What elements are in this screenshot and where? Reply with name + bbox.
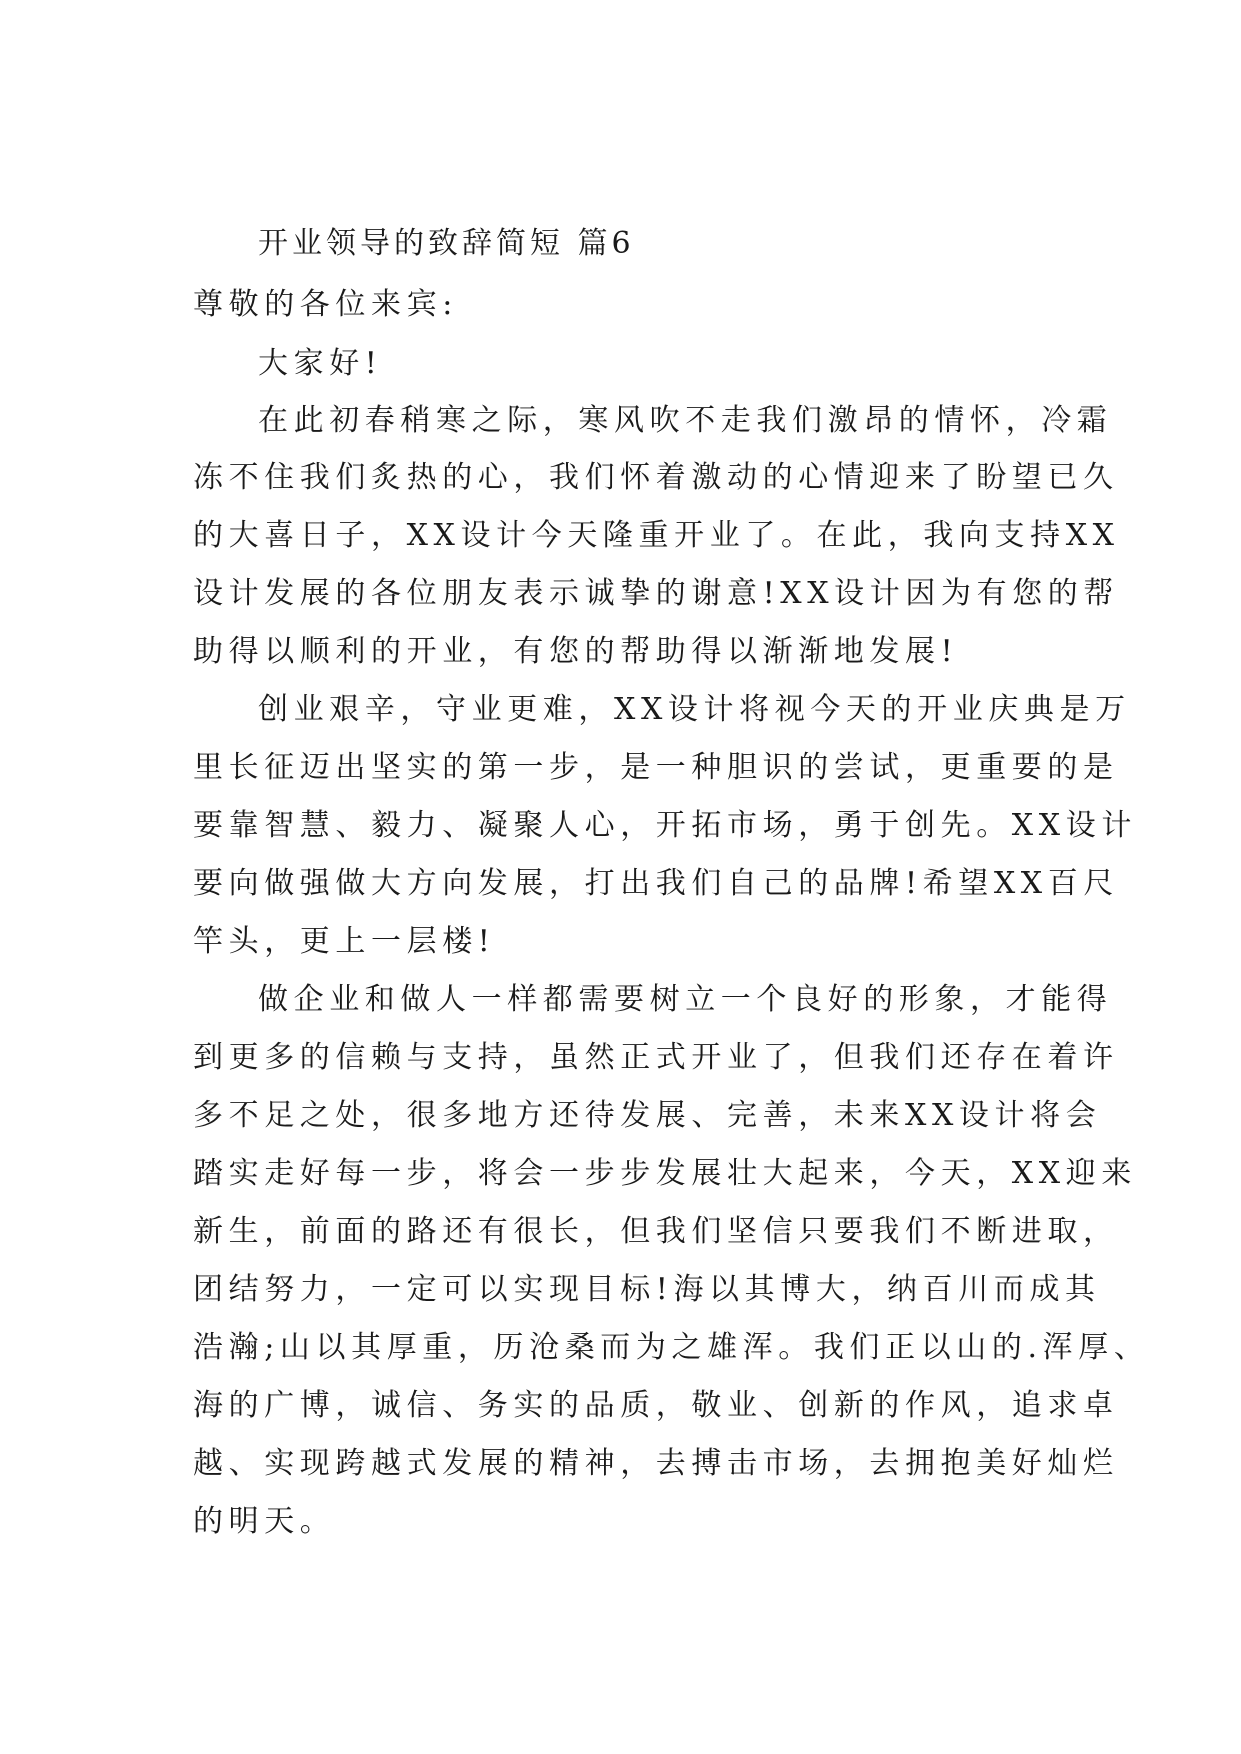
- document-title: 开业领导的致辞简短 篇6: [258, 226, 635, 261]
- salutation: 尊敬的各位来宾:: [193, 287, 458, 322]
- paragraph-3-line-2: 到更多的信赖与支持，虽然正式开业了，但我们还存在着许: [193, 1040, 1119, 1075]
- paragraph-3-line-7: 浩瀚;山以其厚重，历沧桑而为之雄浑。我们正以山的.浑厚、: [193, 1330, 1150, 1365]
- paragraph-1-line-5: 助得以顺利的开业，有您的帮助得以渐渐地发展!: [193, 634, 959, 669]
- paragraph-3-line-10: 的明天。: [193, 1504, 336, 1539]
- paragraph-1-line-2: 冻不住我们炙热的心，我们怀着激动的心情迎来了盼望已久: [193, 460, 1119, 495]
- paragraph-2-line-3: 要靠智慧、毅力、凝聚人心，开拓市场，勇于创先。XX设计: [193, 808, 1137, 843]
- paragraph-1-line-4: 设计发展的各位朋友表示诚挚的谢意!XX设计因为有您的帮: [193, 576, 1119, 611]
- paragraph-3-line-1: 做企业和做人一样都需要树立一个良好的形象，才能得: [258, 982, 1113, 1017]
- paragraph-1-line-3: 的大喜日子，XX设计今天隆重开业了。在此，我向支持XX: [193, 518, 1120, 553]
- paragraph-1-line-1: 在此初春稍寒之际，寒风吹不走我们激昂的情怀，冷霜: [258, 403, 1113, 438]
- paragraph-2-line-2: 里长征迈出坚实的第一步，是一种胆识的尝试，更重要的是: [193, 750, 1119, 785]
- paragraph-3-line-8: 海的广博，诚信、务实的品质，敬业、创新的作风，追求卓: [193, 1388, 1119, 1423]
- paragraph-3-line-6: 团结努力，一定可以实现目标!海以其博大，纳百川而成其: [193, 1272, 1101, 1307]
- paragraph-2-line-5: 竿头，更上一层楼!: [193, 924, 496, 959]
- paragraph-2-line-4: 要向做强做大方向发展，打出我们自己的品牌!希望XX百尺: [193, 866, 1119, 901]
- paragraph-3-line-3: 多不足之处，很多地方还待发展、完善，未来XX设计将会: [193, 1098, 1102, 1133]
- paragraph-3-line-9: 越、实现跨越式发展的精神，去搏击市场，去拥抱美好灿烂: [193, 1446, 1119, 1481]
- paragraph-2-line-1: 创业艰辛，守业更难，XX设计将视今天的开业庆典是万: [258, 692, 1131, 727]
- greeting: 大家好!: [258, 346, 383, 381]
- paragraph-3-line-4: 踏实走好每一步，将会一步步发展壮大起来，今天，XX迎来: [193, 1156, 1137, 1191]
- paragraph-3-line-5: 新生，前面的路还有很长，但我们坚信只要我们不断进取，: [193, 1214, 1119, 1249]
